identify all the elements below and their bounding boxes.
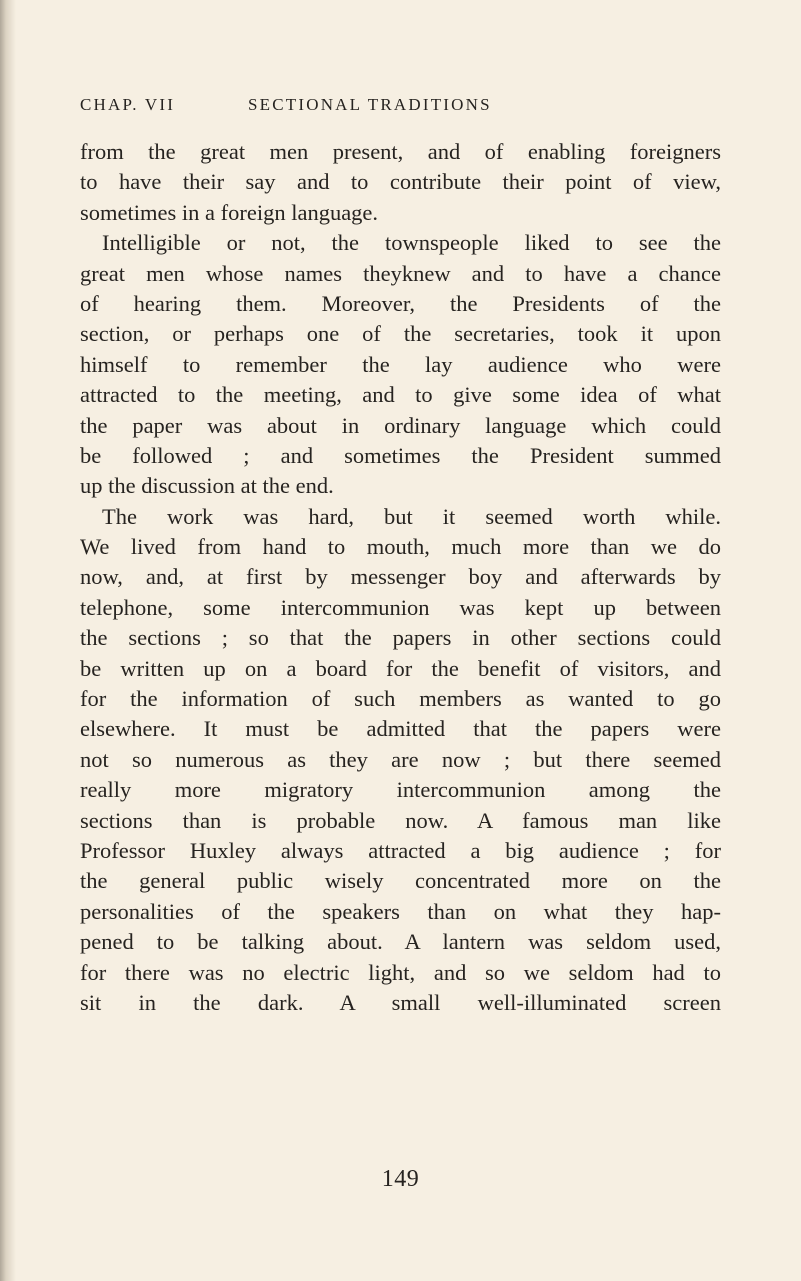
text-line: Professor Huxley always attracted a big audience ; for [80,837,721,863]
text-line: be followed ; and sometimes the President summed [80,442,721,468]
text-line: now, and, at first by messenger boy and afterwards by [80,564,721,590]
binding-gutter-shadow [0,0,16,1281]
page-number: 149 [381,1166,420,1192]
text-line: to have their say and to contribute their point of view, [80,169,721,195]
text-line: the general public wisely concentrated more on the [80,868,721,894]
text-line: pened to be talking about. A lantern was seldom used, [80,929,721,955]
text-line: not so numerous as they are now ; but there seemed [80,746,721,772]
text-line: personalities of the speakers than on what they hap- [80,898,721,924]
text-line: himself to remember the lay audience who were [80,351,721,377]
text-line: sections than is probable now. A famous man like [80,807,721,833]
text-line: the sections ; so that the papers in other sections could [80,625,721,651]
text-line: great men whose names theyknew and to have a chance [80,260,721,286]
text-line: of hearing them. Moreover, the Presidents of the [80,290,721,316]
text-line: attracted to the meeting, and to give some idea of what [80,382,721,408]
text-line: telephone, some intercommunion was kept up between [80,594,721,620]
paragraph-start-line: The work was hard, but it seemed worth while. [102,503,721,529]
text-line: be written up on a board for the benefit of visitors, and [80,655,721,681]
text-line: sit in the dark. A small well-illuminated screen [80,989,721,1015]
text-line: We lived from hand to mouth, much more than we do [80,534,721,560]
text-line: really more migratory intercommunion among the [80,777,721,803]
running-head [80,95,720,121]
chapter-title: SECTIONAL TRADITIONS [248,95,492,114]
text-line: from the great men present, and of enabling foreigners [80,139,721,164]
text-line: sometimes in a foreign language. [80,199,379,225]
text-line: for the information of such members as wanted to go [80,686,721,712]
body-text [80,137,721,1018]
paragraph-start-line: Intelligible or not, the townspeople liked to see the [102,230,721,256]
text-line: section, or perhaps one of the secretaries, took it upon [80,321,721,347]
text-line: the paper was about in ordinary language which could [80,412,721,438]
text-line: for there was no electric light, and so we seldom had to [80,959,721,985]
text-line: up the discussion at the end. [80,473,334,499]
text-line: elsewhere. It must be admitted that the papers were [80,716,721,742]
chapter-label: CHAP. VII [80,95,176,114]
